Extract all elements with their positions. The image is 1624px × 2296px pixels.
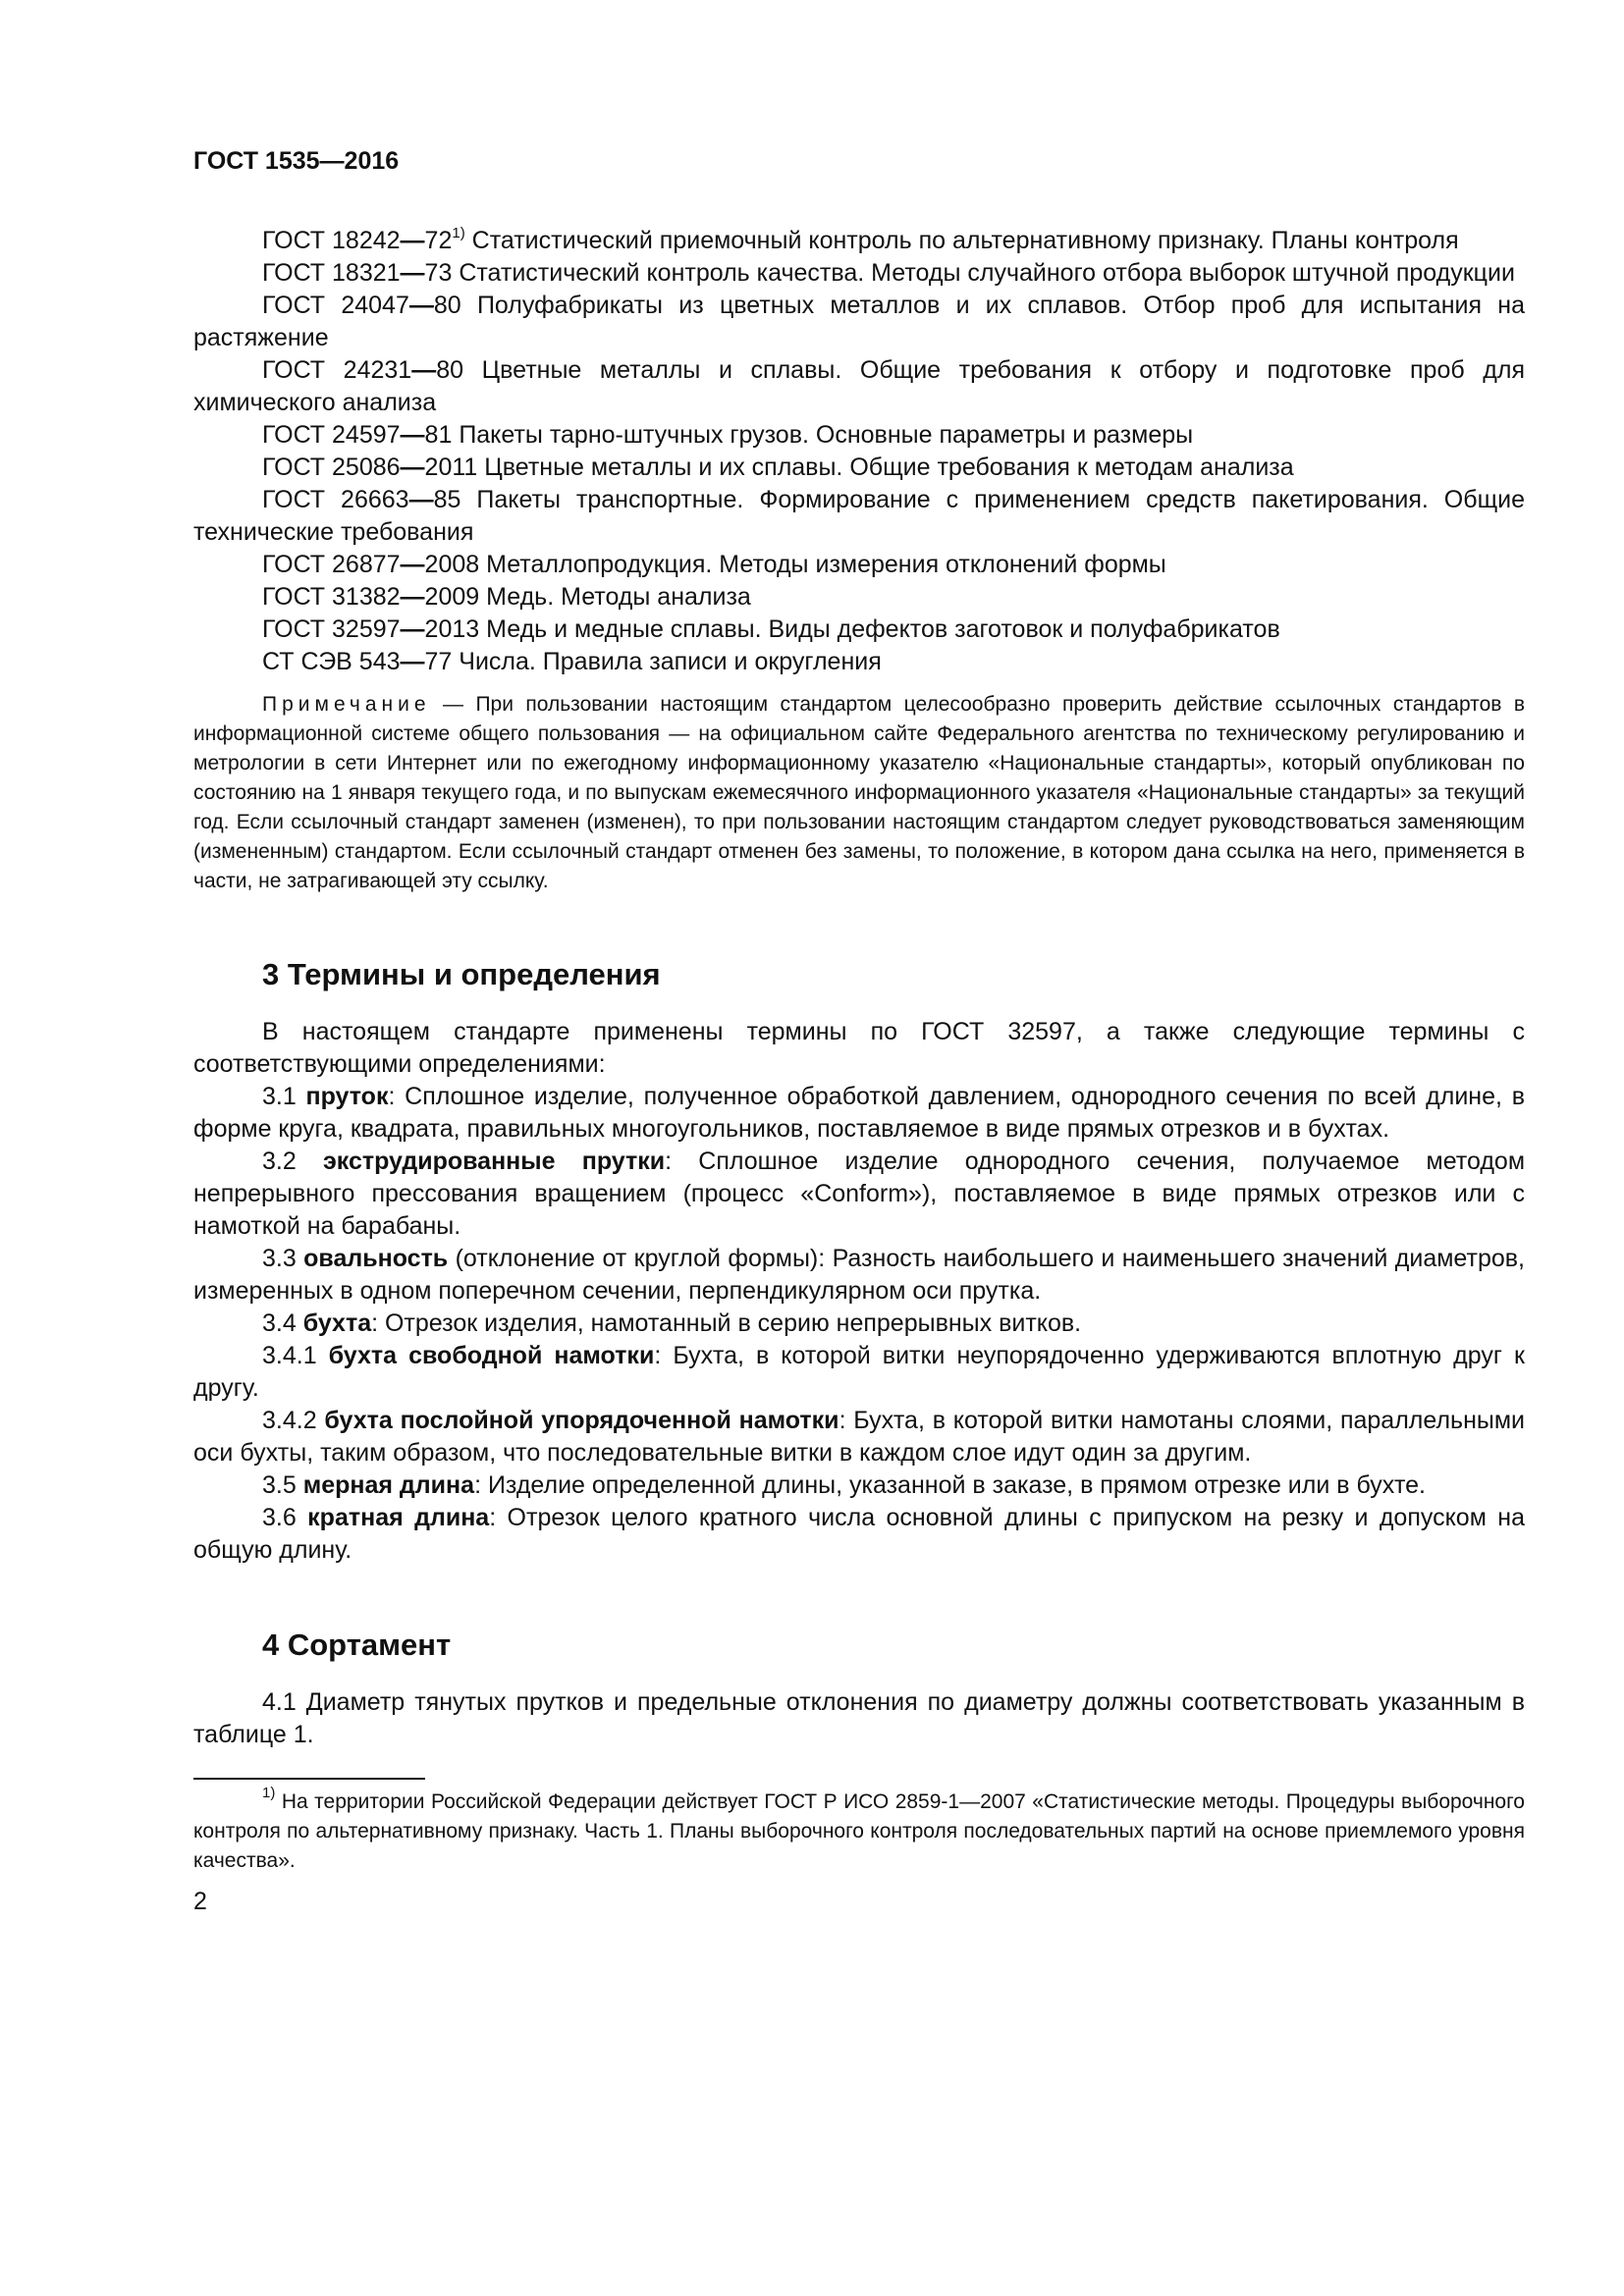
reference-item: ГОСТ 26663—85 Пакеты транспортные. Формирование с применением средств пакетирования. Общие технические требования xyxy=(193,486,1526,546)
term: кратная длина xyxy=(307,1504,490,1531)
term: овальность xyxy=(303,1245,449,1272)
term: бухта свободной намотки xyxy=(328,1342,655,1369)
reference-item: ГОСТ 24231—80 Цветные металлы и сплавы. Общие требования к отбору и подготовке проб для химического анализа xyxy=(193,356,1525,416)
note xyxy=(193,690,1525,896)
footnote: $^{1)}$ На территории Российской Федерации действует ГОСТ Р ИСО 2859-1—2007 «Статистические методы. Процедуры выборочного контроля по альтернативному признаку. Часть 1. Планы выборочного контроля последовательных партий на основе приемлемого уровня качества». xyxy=(193,1785,1525,1872)
reference-item: ГОСТ 31382—2009 Медь. Методы анализа xyxy=(262,583,751,611)
note-label: Примечание xyxy=(262,693,431,716)
section-3-intro: В настоящем стандарте применены термины по ГОСТ 32597, а также следующие термины с соответствующими определениями: xyxy=(193,1018,1525,1078)
term: бухта послойной упорядоченной намотки xyxy=(324,1407,839,1434)
footnote-mark: 1) xyxy=(452,225,465,241)
term: бухта xyxy=(302,1309,372,1337)
term: мерная длина xyxy=(302,1471,475,1499)
reference-item: ГОСТ 18242—72$^{1)}$ Статистический приемочный контроль по альтернативному признаку. Планы контроля xyxy=(262,225,1459,254)
note-text: — При пользовании настоящим стандартом целесообразно проверить действие ссылочных стандартов в информационной системе общего пользования — на официальном сайте Федерального агентства по техническому регулированию и метрологии в сети Интернет или по ежегодному информационному указателю «Национальные стандарты», который опубликован по состоянию на 1 января текущего года, и по выпускам ежемесячного информационного указателя «Национальные стандарты» за текущий год. Если ссылочный стандарт заменен (изменен), то при пользовании настоящим стандартом следует руководствоваться заменяющим (измененным) стандартом. Если ссылочный стандарт отменен без замены, то положение, в котором дана ссылка на него, применяется в части, не затрагивающей эту ссылку. xyxy=(193,693,1525,892)
term: экструдированные прутки xyxy=(322,1148,666,1175)
term-definition: 3.4.2 бухта послойной упорядоченной намотки: Бухта, в которой витки намотаны слоями, параллельными оси бухты, таким образом, что последовательные витки в каждом слое идут один за другим. xyxy=(193,1407,1525,1467)
term-definition: 3.3 овальность (отклонение от круглой формы): Разность наибольшего и наименьшего значений диаметров, измеренных в одном поперечном сечении, перпендикулярном оси прутка. xyxy=(193,1245,1525,1305)
reference-item: ГОСТ 24597—81 Пакеты тарно-штучных грузов. Основные параметры и размеры xyxy=(262,421,1194,449)
reference-item: ГОСТ 24047—80 Полуфабрикаты из цветных металлов и их сплавов. Отбор проб для испытания на растяжение xyxy=(193,292,1525,351)
term-definition: 3.4.1 бухта свободной намотки: Бухта, в которой витки неупорядоченно удерживаются вплотную друг к другу. xyxy=(193,1342,1525,1402)
term: пруток xyxy=(305,1083,389,1110)
term-definition: 3.2 экструдированные прутки: Сплошное изделие однородного сечения, получаемое методом непрерывного прессования вращением (процесс «Conform»), поставляемое в виде прямых отрезков или с намоткой на барабаны. xyxy=(193,1148,1526,1240)
reference-item: ГОСТ 25086—2011 Цветные металлы и их сплавы. Общие требования к методам анализа xyxy=(262,454,1294,481)
document-id: ГОСТ 1535—2016 xyxy=(193,147,400,175)
term-definition: 3.6 кратная длина: Отрезок целого кратного числа основной длины с припуском на резку и допуском на общую длину. xyxy=(193,1504,1525,1564)
term-definition: 3.5 мерная длина: Изделие определенной длины, указанной в заказе, в прямом отрезке или в бухте. xyxy=(262,1471,1427,1499)
document-page xyxy=(193,147,1525,1916)
reference-item: ГОСТ 32597—2013 Медь и медные сплавы. Виды дефектов заготовок и полуфабрикатов xyxy=(262,615,1280,643)
footnote-divider xyxy=(193,1778,425,1780)
section-3-heading: 3 Термины и определения xyxy=(262,957,661,991)
normative-references-list xyxy=(193,225,1525,678)
reference-item: ГОСТ 18321—73 Статистический контроль качества. Методы случайного отбора выборок штучной продукции xyxy=(262,259,1515,287)
page-number: 2 xyxy=(193,1888,207,1915)
section-4-heading: 4 Сортамент xyxy=(262,1628,452,1662)
footnote-mark: 1) xyxy=(262,1785,276,1801)
reference-item: СТ СЭВ 543—77 Числа. Правила записи и округления xyxy=(262,648,882,675)
term-definition: 3.1 пруток: Сплошное изделие, полученное обработкой давлением, однородного сечения по всей длине, в форме круга, квадрата, правильных многоугольников, поставляемое в виде прямых отрезков и в бухтах. xyxy=(193,1083,1525,1143)
section-4-paragraph: 4.1 Диаметр тянутых прутков и предельные отклонения по диаметру должны соответствовать указанным в таблице 1. xyxy=(193,1688,1525,1748)
reference-item: ГОСТ 26877—2008 Металлопродукция. Методы измерения отклонений формы xyxy=(262,551,1166,578)
term-definition: 3.4 бухта: Отрезок изделия, намотанный в серию непрерывных витков. xyxy=(262,1309,1082,1337)
